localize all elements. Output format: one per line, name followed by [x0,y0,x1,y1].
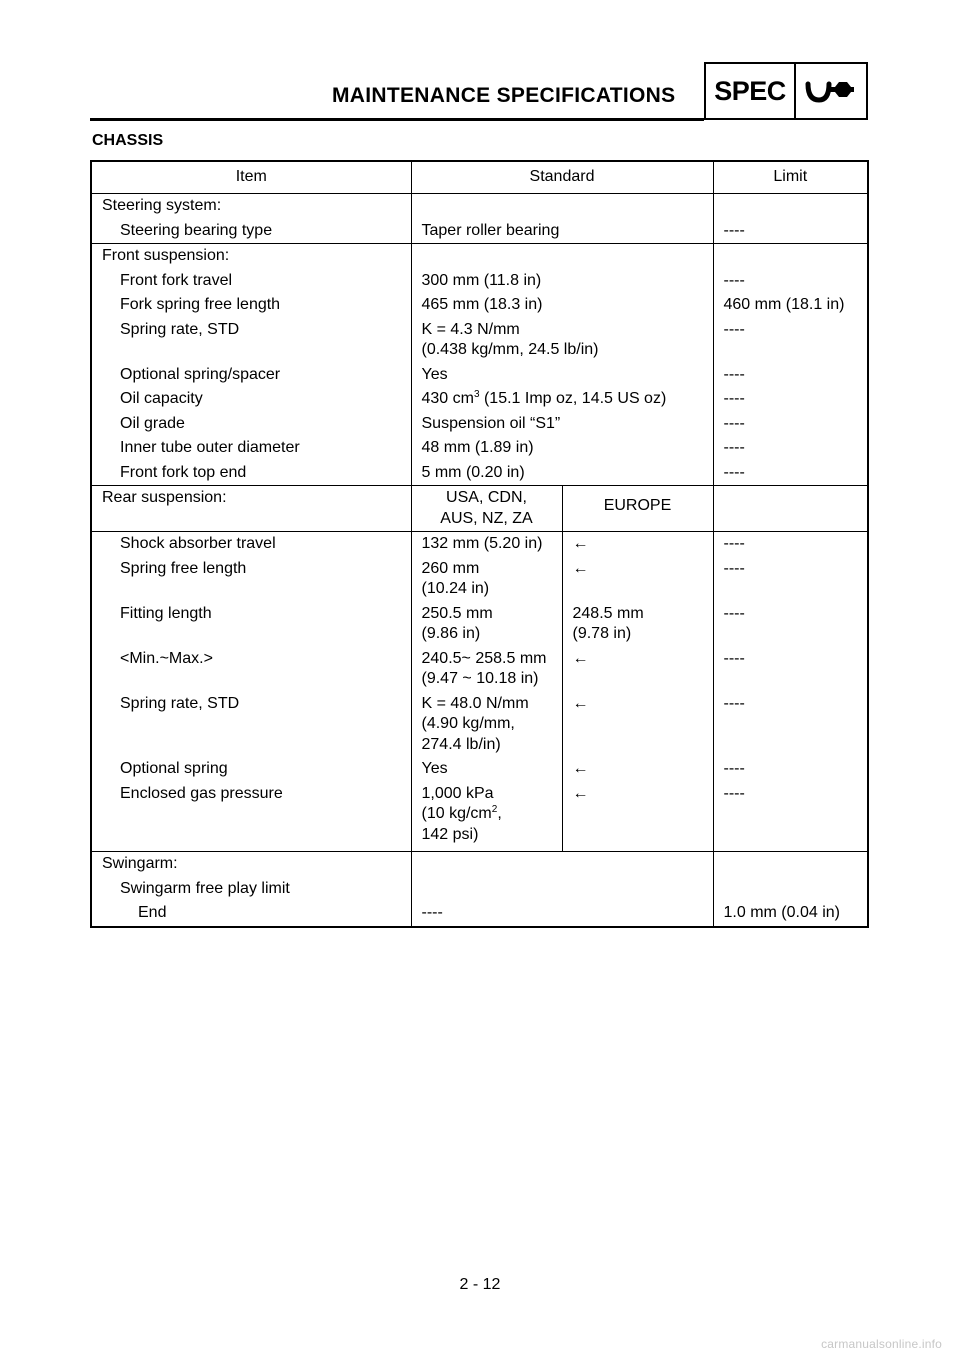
section-title: CHASSIS [92,132,164,149]
standard-cell: ---- [411,901,713,927]
table-row [91,877,868,902]
standard-line: 248.5 mm [572,604,644,622]
standard-cell: Yes [411,363,713,388]
standard-line: 250.5 mm [421,604,493,622]
standard-cell-b [562,602,713,647]
superscript: 2 [491,804,498,815]
chassis-spec-table [90,160,869,928]
limit-cell: ---- [713,647,868,692]
standard-line: 260 mm [421,559,480,577]
group-label-swingarm: Swingarm: [91,852,411,877]
limit-cell: ---- [713,387,868,412]
standard-cell: 48 mm (1.89 in) [411,436,713,461]
limit-cell: ---- [713,219,868,244]
item-cell: Fork spring free length [91,293,411,318]
table-row [91,486,868,532]
standard-cell [411,387,713,412]
table-row [91,692,868,758]
standard-line: (4.90 kg/mm, [421,715,515,732]
standard-cell-a [411,782,562,852]
item-cell: Optional spring/spacer [91,363,411,388]
region-header-b: EUROPE [562,486,713,532]
standard-cell-b: ← [562,532,713,557]
table-row [91,901,868,927]
text-fragment: (15.1 Imp oz, 14.5 US oz) [479,390,667,407]
standard-line: (10.24 in) [421,580,490,597]
standard-line: (9.86 in) [421,625,481,642]
standard-cell-a: Yes [411,757,562,782]
limit-cell: ---- [713,318,868,363]
limit-cell: 1.0 mm (0.04 in) [713,901,868,927]
table-row [91,269,868,294]
group-label-rear-suspension: Rear suspension: [91,486,411,532]
standard-cell-b: ← [562,757,713,782]
table-row [91,293,868,318]
table-row [91,318,868,363]
standard-cell-a [411,692,562,758]
limit-cell: ---- [713,363,868,388]
table-row [91,244,868,269]
table-row [91,852,868,877]
spec-icon-cell [796,64,866,118]
item-cell: Swingarm free play limit [91,877,411,902]
standard-cell-b: ← [562,692,713,758]
item-cell: Steering bearing type [91,219,411,244]
standard-cell-b: ← [562,782,713,852]
item-cell: Front fork top end [91,461,411,486]
text-fragment: , [497,805,502,822]
standard-line: 1,000 kPa [421,784,494,802]
limit-cell: ---- [713,532,868,557]
table-row [91,436,868,461]
standard-line: 274.4 lb/in) [421,735,501,753]
text-fragment: (10 kg/cm [421,805,492,822]
table-row [91,602,868,647]
limit-cell: ---- [713,602,868,647]
standard-cell: 300 mm (11.8 in) [411,269,713,294]
item-cell: Front fork travel [91,269,411,294]
limit-cell: ---- [713,412,868,437]
standard-line [422,804,552,825]
spec-badge [704,62,868,120]
table-row [91,219,868,244]
standard-cell: 465 mm (18.3 in) [411,293,713,318]
page-number: 2 - 12 [459,1276,501,1293]
item-cell: <Min.~Max.> [91,647,411,692]
item-cell: Oil capacity [91,387,411,412]
text-fragment: 430 cm [421,390,474,407]
item-cell: End [91,901,411,927]
standard-cell-b: ← [562,557,713,602]
group-label-front-suspension: Front suspension: [91,244,411,269]
standard-line: K = 48.0 N/mm [421,694,529,712]
limit-cell: ---- [713,557,868,602]
table-row [91,532,868,557]
table-row [91,461,868,486]
header-rule [90,118,704,121]
table-row [91,363,868,388]
superscript: 3 [473,389,480,400]
table-row [91,387,868,412]
standard-cell-a [411,647,562,692]
item-cell: Spring rate, STD [91,692,411,758]
limit-cell: ---- [713,436,868,461]
standard-cell-b: ← [562,647,713,692]
column-header-standard: Standard [411,161,713,194]
group-label-steering: Steering system: [91,194,411,219]
limit-cell: ---- [713,269,868,294]
standard-cell-a [411,557,562,602]
item-cell: Shock absorber travel [91,532,411,557]
table-row [91,782,868,852]
wrench-icon [805,78,857,104]
item-cell: Fitting length [91,602,411,647]
item-cell: Inner tube outer diameter [91,436,411,461]
standard-cell-a [411,602,562,647]
table-row [91,757,868,782]
table-row [91,412,868,437]
limit-cell: ---- [713,461,868,486]
column-header-limit: Limit [713,161,868,194]
item-cell: Enclosed gas pressure [91,782,411,852]
standard-cell: Taper roller bearing [411,219,713,244]
table-row [91,194,868,219]
standard-line: (9.78 in) [572,625,632,642]
table-row [91,647,868,692]
standard-cell-a: 132 mm (5.20 in) [411,532,562,557]
item-cell: Optional spring [91,757,411,782]
item-cell: Spring rate, STD [91,318,411,363]
limit-cell: ---- [713,692,868,758]
region-line: USA, CDN, [446,489,527,506]
table-row [91,557,868,602]
spec-label: SPEC [706,64,796,118]
standard-line: (0.438 kg/mm, 24.5 lb/in) [421,341,599,358]
page-header-title: MAINTENANCE SPECIFICATIONS [332,84,676,107]
standard-line: (9.47 ~ 10.18 in) [421,670,539,687]
standard-line: 240.5~ 258.5 mm [421,649,547,667]
standard-cell: 5 mm (0.20 in) [411,461,713,486]
table-header-row [91,161,868,194]
item-cell: Oil grade [91,412,411,437]
item-cell: Spring free length [91,557,411,602]
standard-line: K = 4.3 N/mm [421,320,520,338]
limit-cell: ---- [713,782,868,852]
limit-cell: 460 mm (18.1 in) [713,293,868,318]
standard-cell [411,318,713,363]
limit-cell: ---- [713,757,868,782]
watermark: carmanualsonline.info [821,1337,942,1351]
column-header-item: Item [91,161,411,194]
standard-cell: Suspension oil “S1” [411,412,713,437]
region-line: AUS, NZ, ZA [440,509,533,527]
region-header-a [411,486,562,532]
standard-line: 142 psi) [421,825,479,843]
